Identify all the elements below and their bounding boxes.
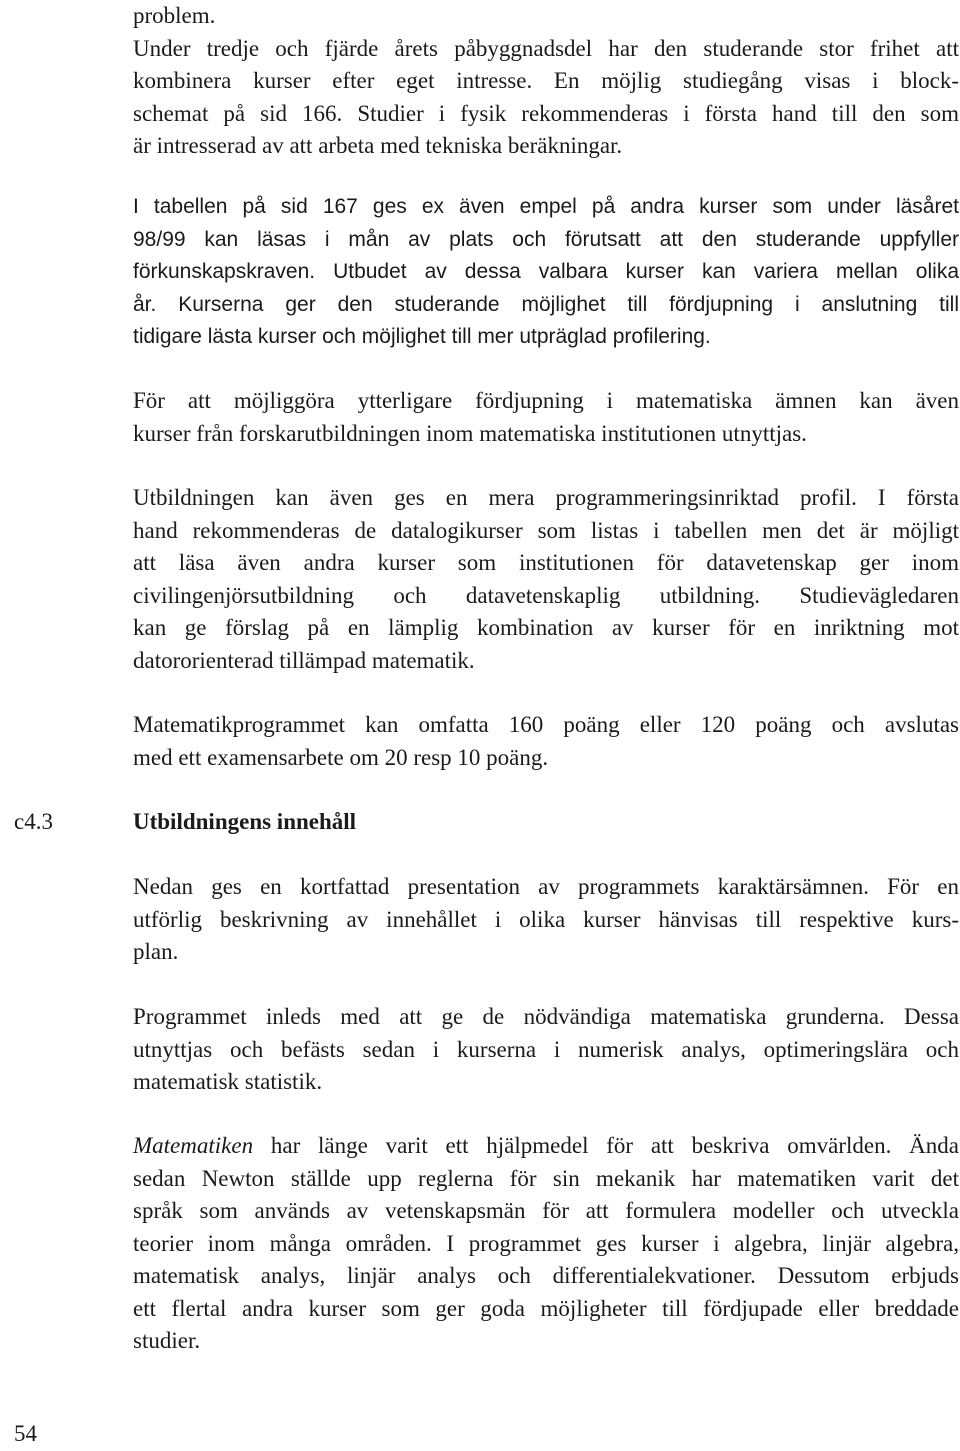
text-fragment: har länge varit ett hjälpmedel för att beskriva omvärlden. Ända — [253, 1133, 959, 1158]
text-line: hand rekommenderas de datalogikurser som listas i tabellen men det är möjligt — [133, 517, 959, 543]
text-line: är intresserad av att arbeta med tekniska beräkningar. — [133, 133, 623, 158]
text-line: språk som används av vetenskapsmän för att formulera modeller och utveckla — [133, 1198, 959, 1223]
text-line: sedan Newton ställde upp reglerna för sin mekanik har matematiken varit det — [133, 1165, 959, 1191]
text-line: matematisk statistik. — [133, 1069, 323, 1094]
text-line: kurser från forskarutbildningen inom matematiska institutionen utnyttjas. — [133, 420, 807, 446]
research-courses-paragraph — [133, 385, 959, 450]
text-line: datororienterad tillämpad matematik. — [133, 647, 475, 673]
text-line: att läsa även andra kurser som institutionen för datavetenskap ger inom — [133, 550, 959, 575]
text-line: Under tredje och fjärde årets påbyggnadsdel har den studerande stor frihet att — [133, 35, 959, 61]
text-line: studier. — [133, 1328, 201, 1353]
text-line: För att möjliggöra ytterligare fördjupning i matematiska ämnen kan även — [133, 388, 959, 413]
text-line: civilingenjörsutbildning och datavetenskaplig utbildning. Studievägledaren — [133, 582, 959, 608]
text-line: Matematikprogrammet kan omfatta 160 poäng eller 120 poäng och avslutas — [133, 712, 959, 737]
text-line: tidigare lästa kurser och möjlighet till mer utpräglad profilering. — [133, 325, 711, 348]
section-number: c4.3 — [14, 809, 53, 834]
text-line: kan ge förslag på en lämplig kombination av kurser för en inriktning mot — [133, 615, 959, 640]
text-line: Nedan ges en kortfattad presentation av programmets karaktärsämnen. För en — [133, 874, 959, 899]
text-line: schemat på sid 166. Studier i fysik rekommenderas i första hand till den som — [133, 100, 959, 126]
text-line: teorier inom många områden. I programmet ges kurser i algebra, linjär algebra, — [133, 1230, 959, 1256]
text-line: 98/99 kan läsas i mån av plats och förutsatt att den studerande uppfyller — [133, 227, 959, 251]
mathematics-paragraph — [133, 1130, 959, 1358]
text-line: Programmet inleds med att ge de nödvändiga matematiska grunderna. Dessa — [133, 1004, 959, 1029]
text-line: kombinera kurser efter eget intresse. En möjlig studiegång visas i block- — [133, 68, 959, 93]
electives-paragraph — [133, 191, 959, 354]
section-heading: Utbildningens innehåll — [133, 809, 357, 834]
text-line: matematisk analys, linjär analys och differentialekvationer. Dessutom erbjuds — [133, 1263, 959, 1288]
text-line: med ett examensarbete om 20 resp 10 poäng. — [133, 744, 549, 770]
italic-term: Matematiken — [133, 1133, 254, 1158]
text-line: I tabellen på sid 167 ges ex även empel på andra kurser som under läsåret — [133, 195, 959, 218]
page-number: 54 — [14, 1421, 37, 1446]
text-line: problem. — [133, 3, 216, 28]
programming-profile-paragraph — [133, 482, 959, 677]
text-line: år. Kurserna ger den studerande möjlighet till fördjupning i anslutning till — [133, 292, 959, 316]
program-scope-paragraph — [133, 709, 959, 774]
text-line: Utbildningen kan även ges en mera programmeringsinriktad profil. I första — [133, 485, 959, 510]
text-line — [133, 1130, 959, 1163]
text-line: förkunskapskraven. Utbudet av dessa valbara kurser kan variera mellan olika — [133, 260, 959, 283]
intro-paragraph — [133, 0, 959, 163]
text-line: utnyttjas och befästs sedan i kurserna i numerisk analys, optimeringslära och — [133, 1036, 959, 1062]
text-line: ett flertal andra kurser som ger goda möjligheter till fördjupade eller breddade — [133, 1295, 959, 1321]
overview-paragraph — [133, 871, 959, 969]
text-line: utförlig beskrivning av innehållet i olika kurser hänvisas till respektive kurs- — [133, 906, 959, 932]
foundations-paragraph — [133, 1001, 959, 1099]
text-line: plan. — [133, 939, 179, 964]
